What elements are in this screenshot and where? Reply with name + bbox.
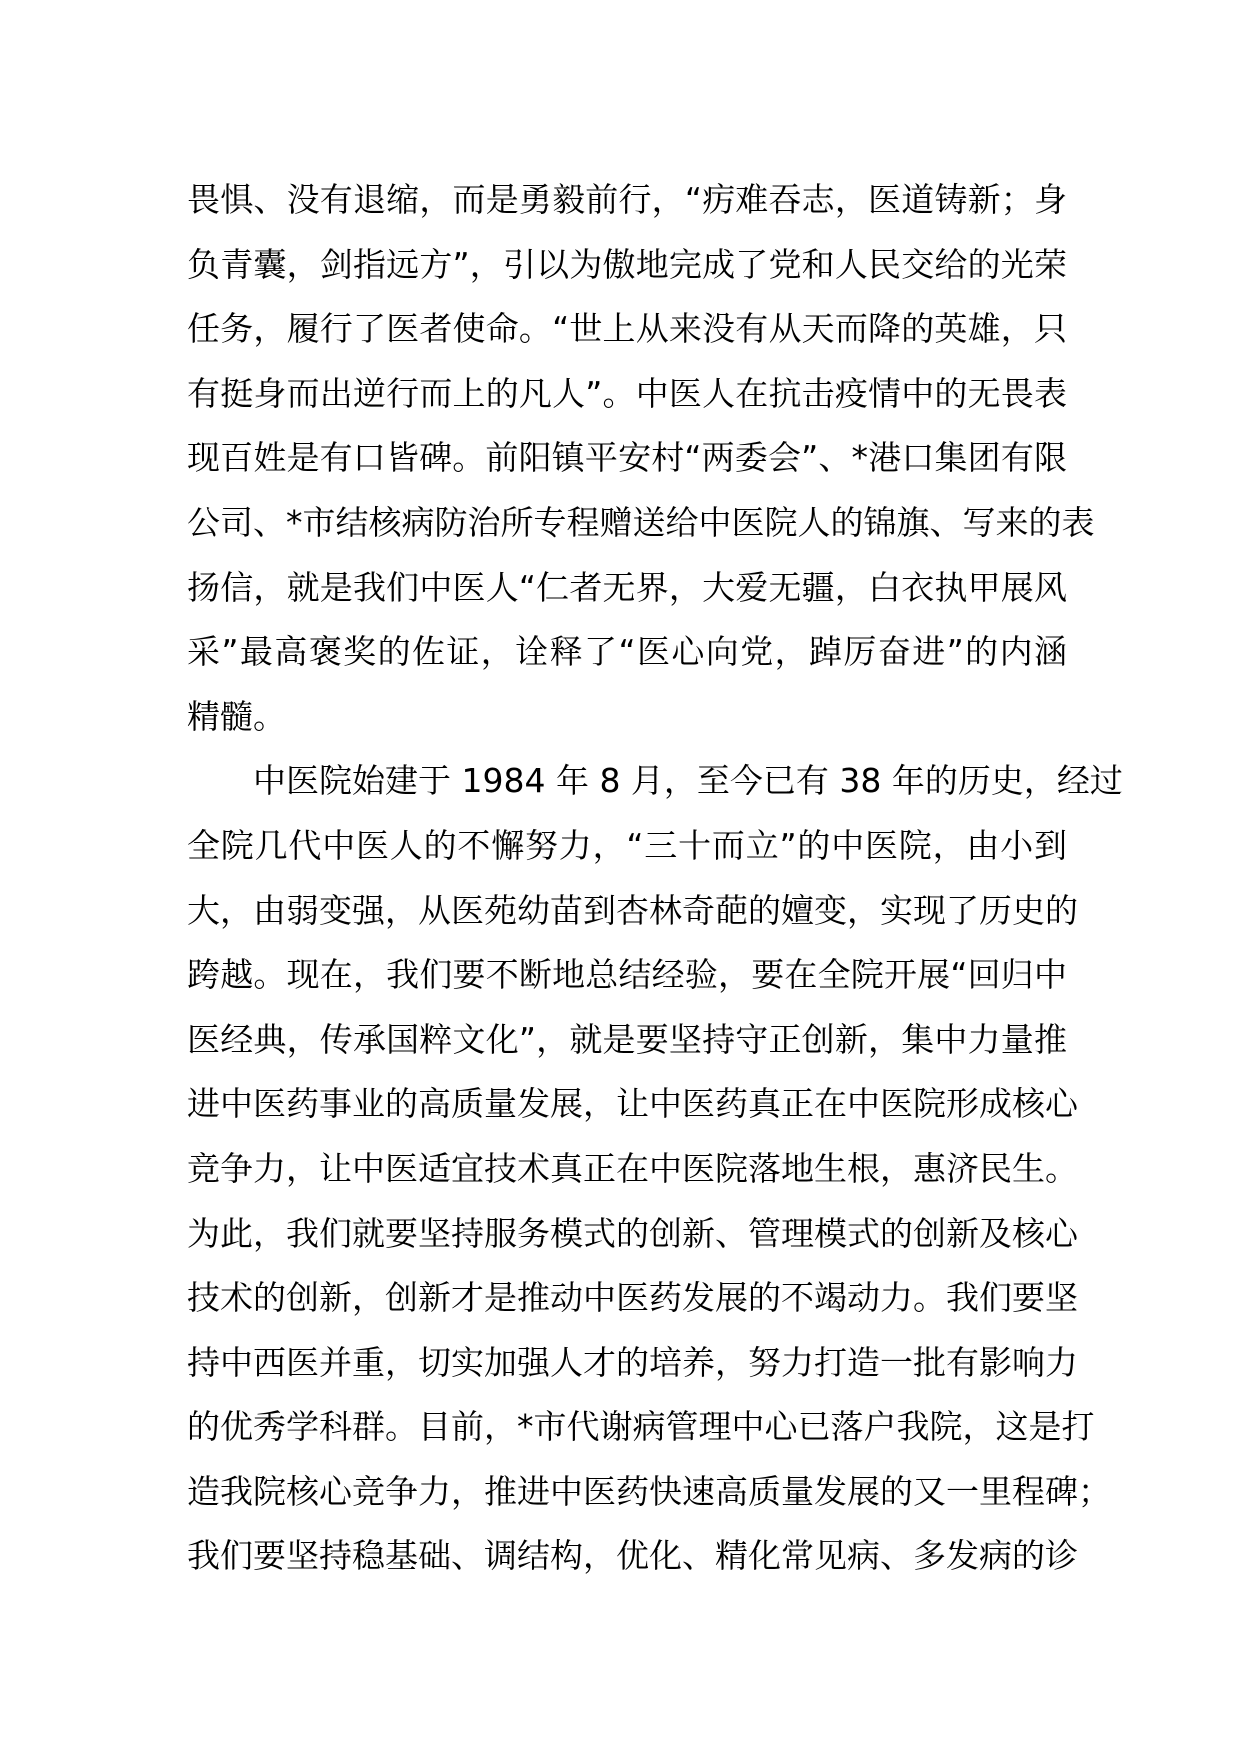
text-line: 扬信，就是我们中医人“仁者无界，大爱无疆，白衣执甲展风 — [187, 567, 1067, 607]
body-text — [187, 168, 1123, 1589]
text-line: 中医院始建于 1984 年 8 月，至今已有 38 年的历史，经过 — [253, 761, 1123, 801]
text-line: 为此，我们就要坚持服务模式的创新、管理模式的创新及核心 — [187, 1213, 1078, 1253]
text-line: 大，由弱变强，从医苑幼苗到杏林奇葩的嬗变，实现了历史的 — [187, 890, 1078, 930]
text-line: 我们要坚持稳基础、调结构，优化、精化常见病、多发病的诊 — [187, 1536, 1078, 1576]
text-line: 任务，履行了医者使命。“世上从来没有从天而降的英雄，只 — [187, 309, 1067, 349]
text-line: 的优秀学科群。目前，*市代谢病管理中心已落户我院，这是打 — [187, 1407, 1095, 1447]
text-line: 进中医药事业的高质量发展，让中医药真正在中医院形成核心 — [187, 1084, 1078, 1124]
text-line: 现百姓是有口皆碑。前阳镇平安村“两委会”、*港口集团有限 — [187, 438, 1067, 478]
text-line: 造我院核心竞争力，推进中医药快速高质量发展的又一里程碑； — [187, 1471, 1111, 1511]
text-line: 技术的创新，创新才是推动中医药发展的不竭动力。我们要坚 — [187, 1278, 1078, 1318]
text-line: 畏惧、没有退缩，而是勇毅前行，“疠难吞志，医道铸新；身 — [187, 180, 1067, 219]
text-line: 持中西医并重，切实加强人才的培养，努力打造一批有影响力 — [187, 1342, 1078, 1382]
text-line: 竞争力，让中医适宜技术真正在中医院落地生根，惠济民生。 — [187, 1148, 1078, 1188]
text-line: 精髓。 — [187, 696, 286, 736]
text-line: 采”最高褒奖的佐证，诠释了“医心向党，踔厉奋进”的内涵 — [187, 632, 1067, 672]
text-line: 负青囊，剑指远方”，引以为傲地完成了党和人民交给的光荣 — [187, 244, 1067, 284]
text-line: 跨越。现在，我们要不断地总结经验，要在全院开展“回归中 — [187, 955, 1067, 995]
text-line: 医经典，传承国粹文化”，就是要坚持守正创新，集中力量推 — [187, 1019, 1067, 1059]
text-line: 有挺身而出逆行而上的凡人”。中医人在抗击疫情中的无畏表 — [187, 373, 1067, 413]
text-line: 公司、*市结核病防治所专程赠送给中医院人的锦旗、写来的表 — [187, 502, 1095, 542]
text-line: 全院几代中医人的不懈努力，“三十而立”的中医院，由小到 — [187, 825, 1067, 865]
